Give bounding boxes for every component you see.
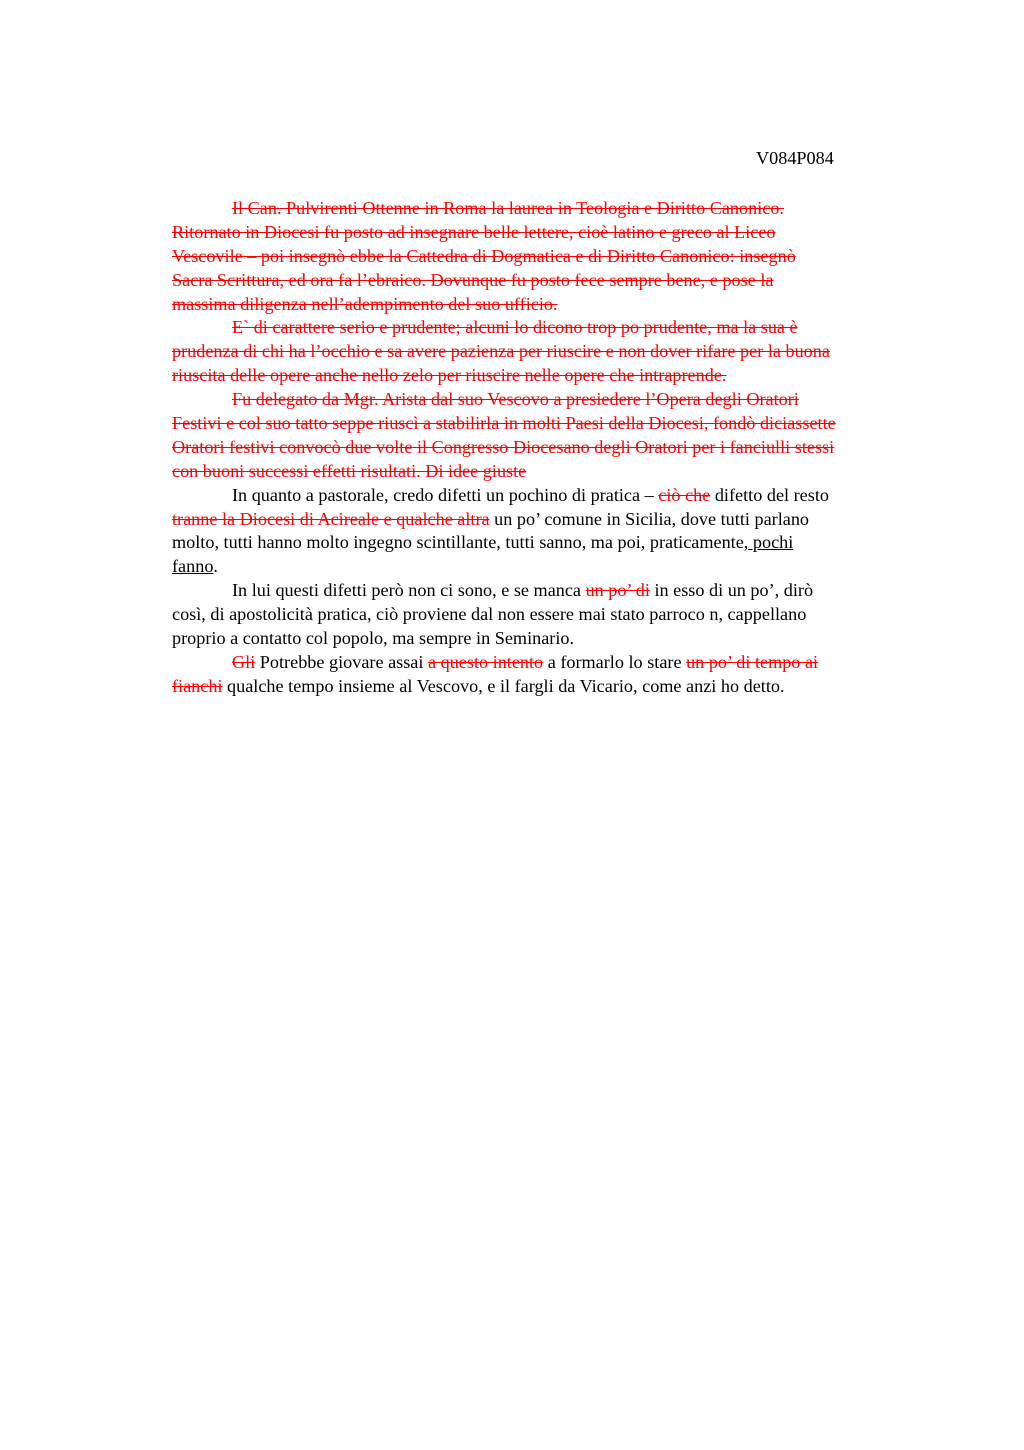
- text-segment: così, di apostolicità pratica, ciò proviene dal non essere mai stato parroco n, cappellano: [172, 604, 807, 625]
- deleted-text: un po’ di tempo ai: [686, 651, 819, 672]
- document-body: [172, 197, 912, 699]
- text-segment: In quanto a pastorale, credo difetti un pochino di pratica –: [232, 484, 659, 505]
- text-line: [172, 388, 912, 412]
- text-segment: in esso di un po’, dirò: [649, 580, 814, 601]
- text-line: [172, 316, 912, 340]
- deleted-text: Oratori festivi convocò due volte il Congresso Diocesano degli Oratori per i fanciulli stessi: [172, 436, 835, 457]
- text-line: [172, 484, 912, 508]
- page-id: V084P084: [756, 148, 834, 168]
- text-line: [172, 340, 912, 364]
- text-segment: In lui questi difetti però non ci sono, e se manca: [232, 580, 586, 601]
- text-line: [172, 197, 912, 221]
- deleted-text: E` di carattere serio e prudente; alcuni lo dicono trop po prudente, ma la sua è: [232, 317, 798, 338]
- deleted-text: Fu delegato da Mgr. Arista dal suo Vescovo a presiedere l’Opera degli Oratori: [232, 389, 799, 410]
- text-line: [172, 412, 912, 436]
- text-line: [172, 603, 912, 627]
- underlined-text: pochi: [748, 532, 794, 553]
- text-line: [172, 460, 912, 484]
- deleted-text: prudenza di chi ha l’occhio e sa avere pazienza per riuscire e non dover rifare per la buona: [172, 341, 830, 362]
- text-line: [172, 436, 912, 460]
- text-line: [172, 579, 912, 603]
- underlined-text: fanno: [172, 556, 214, 577]
- text-line: [172, 221, 912, 245]
- deleted-text: ciò che: [658, 484, 711, 505]
- text-line: [172, 531, 912, 555]
- deleted-text: tranne la Diocesi di Acireale e qualche altra: [172, 508, 490, 529]
- deleted-text: a questo intento: [427, 651, 544, 672]
- deleted-text: un po’ di: [585, 580, 650, 601]
- text-line: [172, 651, 912, 675]
- text-segment: qualche tempo insieme al Vescovo, e il fargli da Vicario, come anzi ho detto.: [222, 675, 785, 696]
- deleted-text: Il Can. Pulvirenti Ottenne in Roma la laurea in Teologia e Diritto Canonico.: [232, 198, 784, 218]
- deleted-text: Sacra Scrittura, ed ora fa l’ebraico. Dovunque fu posto fece sempre bene, e pose la: [172, 269, 774, 290]
- text-segment: un po’ comune in Sicilia, dove tutti parlano: [489, 508, 810, 529]
- deleted-text: fianchi: [172, 675, 223, 696]
- deleted-text: Festivi e col suo tatto seppe riuscì a stabilirla in molti Paesi della Diocesi, fondò diciassette: [172, 413, 836, 434]
- text-segment: molto, tutti hanno molto ingegno scintillante, tutti sanno, ma poi, praticamente,: [172, 532, 749, 553]
- deleted-text: riuscita delle opere anche nello zelo per riuscire nelle opere che intraprende.: [172, 365, 727, 386]
- text-line: [172, 555, 912, 579]
- text-segment: difetto del resto: [710, 484, 829, 505]
- text-segment: proprio a contatto col popolo, ma sempre in Seminario.: [172, 628, 575, 649]
- text-segment: Potrebbe giovare assai: [255, 651, 428, 672]
- deleted-text: con buoni successi effetti risultati. Di idee giuste: [172, 460, 527, 481]
- text-line: [172, 364, 912, 388]
- text-line: [172, 675, 912, 699]
- text-line: [172, 508, 912, 532]
- text-line: [172, 293, 912, 317]
- text-line: [172, 269, 912, 293]
- deleted-text: Ritornato in Diocesi fu posto ad insegnare belle lettere, cioè latino e greco al Liceo: [172, 221, 776, 242]
- text-segment: .: [213, 556, 218, 577]
- deleted-text: massima diligenza nell’adempimento del suo ufficio.: [172, 293, 558, 314]
- text-segment: a formarlo lo stare: [543, 651, 687, 672]
- deleted-text: Gli: [232, 651, 256, 672]
- text-line: [172, 245, 912, 269]
- text-line: [172, 627, 912, 651]
- deleted-text: Vescovile – poi insegnò ebbe la Cattedra di Dogmatica e di Diritto Canonico: insegnò: [172, 245, 796, 266]
